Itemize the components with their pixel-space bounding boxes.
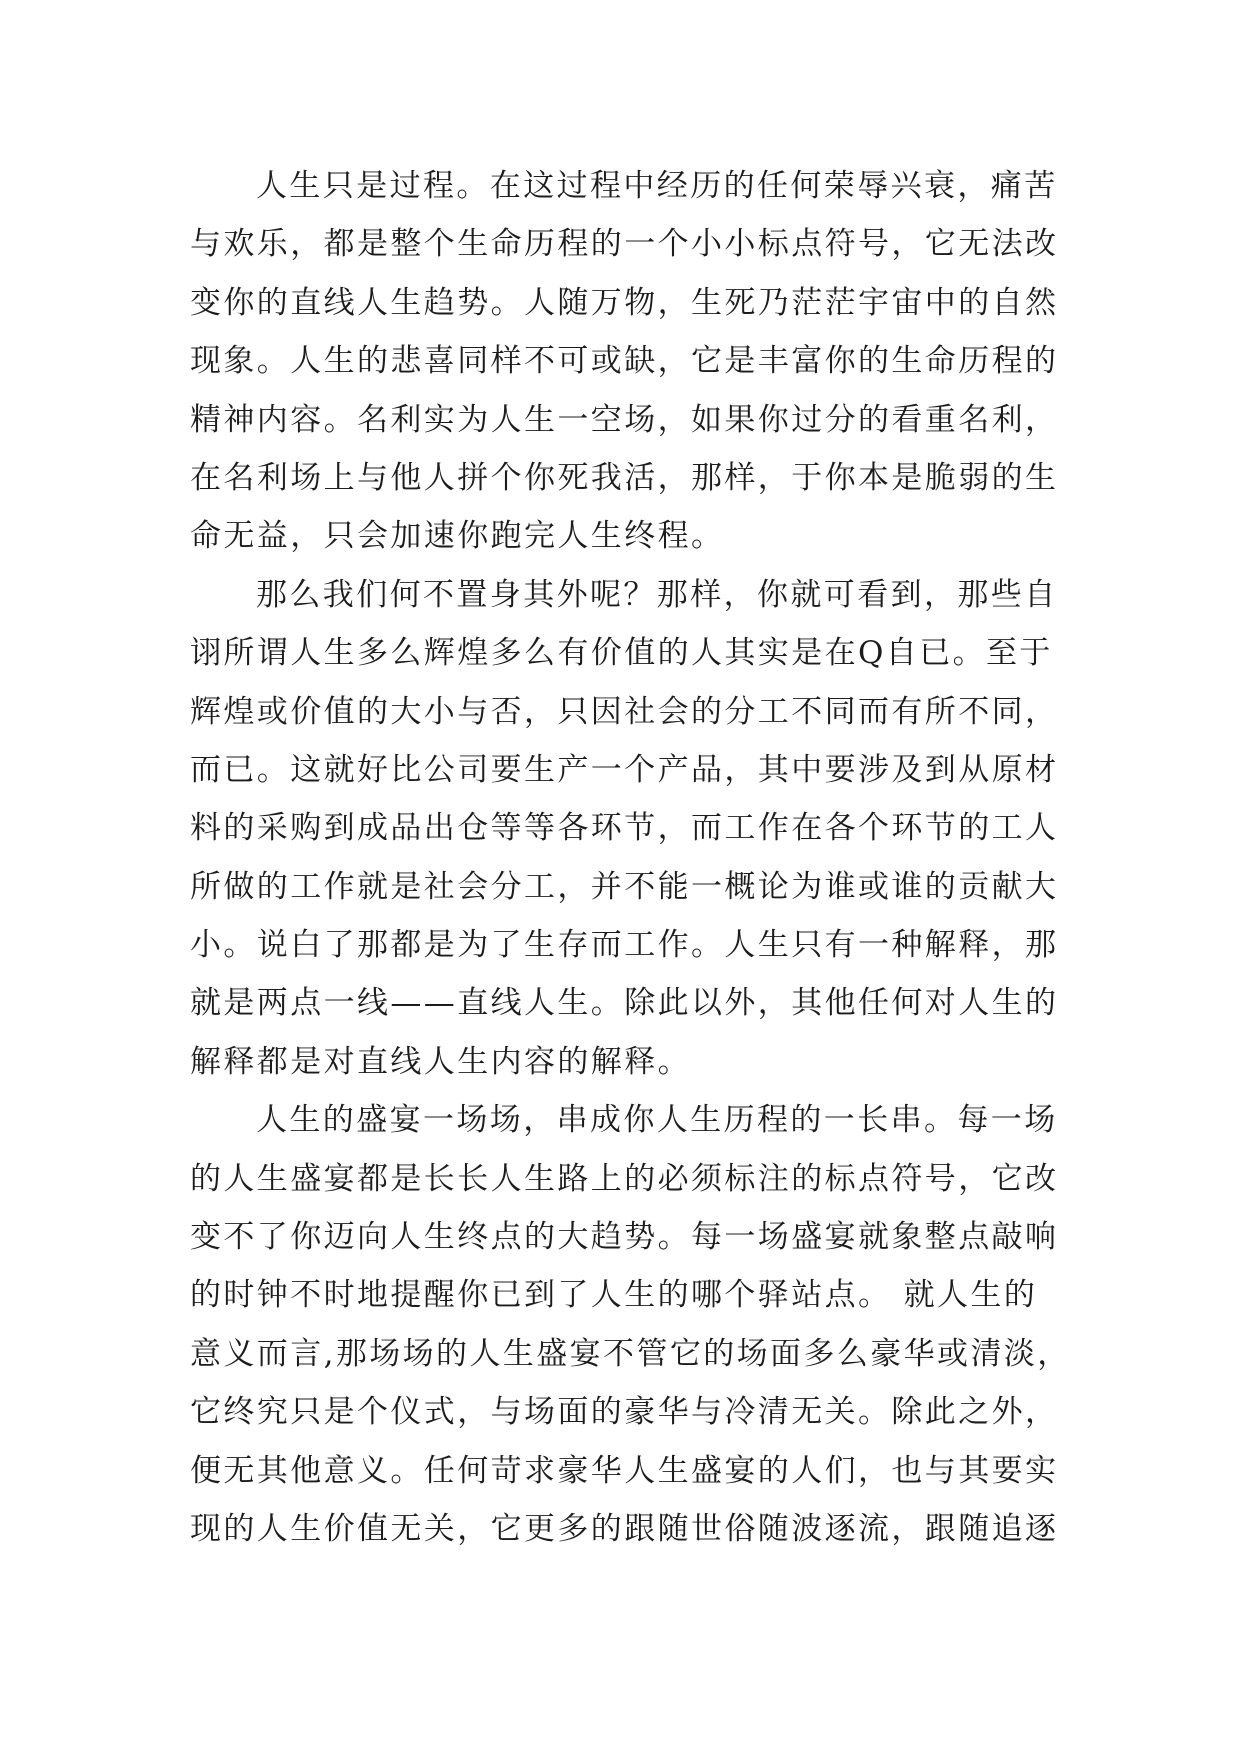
text-line: 而已。这就好比公司要生产一个产品，其中要涉及到从原材 — [190, 751, 1059, 788]
text-line: 在名利场上与他人拼个你死我活，那样，于你本是脆弱的生 — [190, 459, 1059, 496]
text-line: 那么我们何不置身其外呢？那样，你就可看到，那些自 — [256, 576, 1058, 613]
text-line: 辉煌或价值的大小与否，只因社会的分工不同而有所不同， — [190, 693, 1059, 730]
text-line: 现的人生价值无关，它更多的跟随世俗随波逐流，跟随追逐 — [190, 1510, 1059, 1547]
text-line: 与欢乐，都是整个生命历程的一个小小标点符号，它无法改 — [190, 226, 1059, 263]
text-line: 的时钟不时地提醒你已到了人生的哪个驿站点。 就人生的 — [190, 1277, 1038, 1314]
text-line: 变不了你迈向人生终点的大趋势。每一场盛宴就象整点敲响 — [190, 1219, 1059, 1256]
text-line: 料的采购到成品出仓等等各环节，而工作在各个环节的工人 — [190, 810, 1059, 847]
text-line: 精神内容。名利实为人生一空场，如果你过分的看重名利， — [190, 401, 1059, 438]
text-line: 便无其他意义。任何苛求豪华人生盛宴的人们，也与其要实 — [190, 1452, 1059, 1489]
paragraph-1 — [190, 157, 1060, 566]
text-line: 命无益，只会加速你跑完人生终程。 — [190, 518, 725, 555]
text-line: 人生只是过程。在这过程中经历的任何荣辱兴衰，痛苦 — [256, 168, 1058, 204]
document-body — [190, 157, 1071, 1558]
text-line: 解释都是对直线人生内容的解释。 — [190, 1043, 691, 1080]
text-line: 小。说白了那都是为了生存而工作。人生只有一种解释，那 — [190, 927, 1059, 964]
text-line: 就是两点一线——直线人生。除此以外，其他任何对人生的 — [190, 985, 1059, 1022]
paragraph-3 — [190, 1091, 1071, 1558]
text-line: 人生的盛宴一场场，串成你人生历程的一长串。每一场 — [256, 1102, 1058, 1139]
paragraph-2 — [190, 566, 1060, 1092]
text-line: 意义而言,那场场的人生盛宴不管它的场面多么豪华或清淡， — [190, 1335, 1071, 1372]
text-line: 现象。人生的悲喜同样不可或缺，它是丰富你的生命历程的 — [190, 343, 1059, 380]
text-line: 所做的工作就是社会分工，并不能一概论为谁或谁的贡献大 — [190, 868, 1059, 905]
text-line: 诩所谓人生多么辉煌多么有价值的人其实是在Q自已。至于 — [190, 635, 1053, 672]
text-line: 的人生盛宴都是长长人生路上的必须标注的标点符号，它改 — [190, 1160, 1059, 1197]
text-line: 它终究只是个仪式，与场面的豪华与冷清无关。除此之外， — [190, 1394, 1059, 1431]
text-line: 变你的直线人生趋势。人随万物，生死乃茫茫宇宙中的自然 — [190, 284, 1059, 321]
